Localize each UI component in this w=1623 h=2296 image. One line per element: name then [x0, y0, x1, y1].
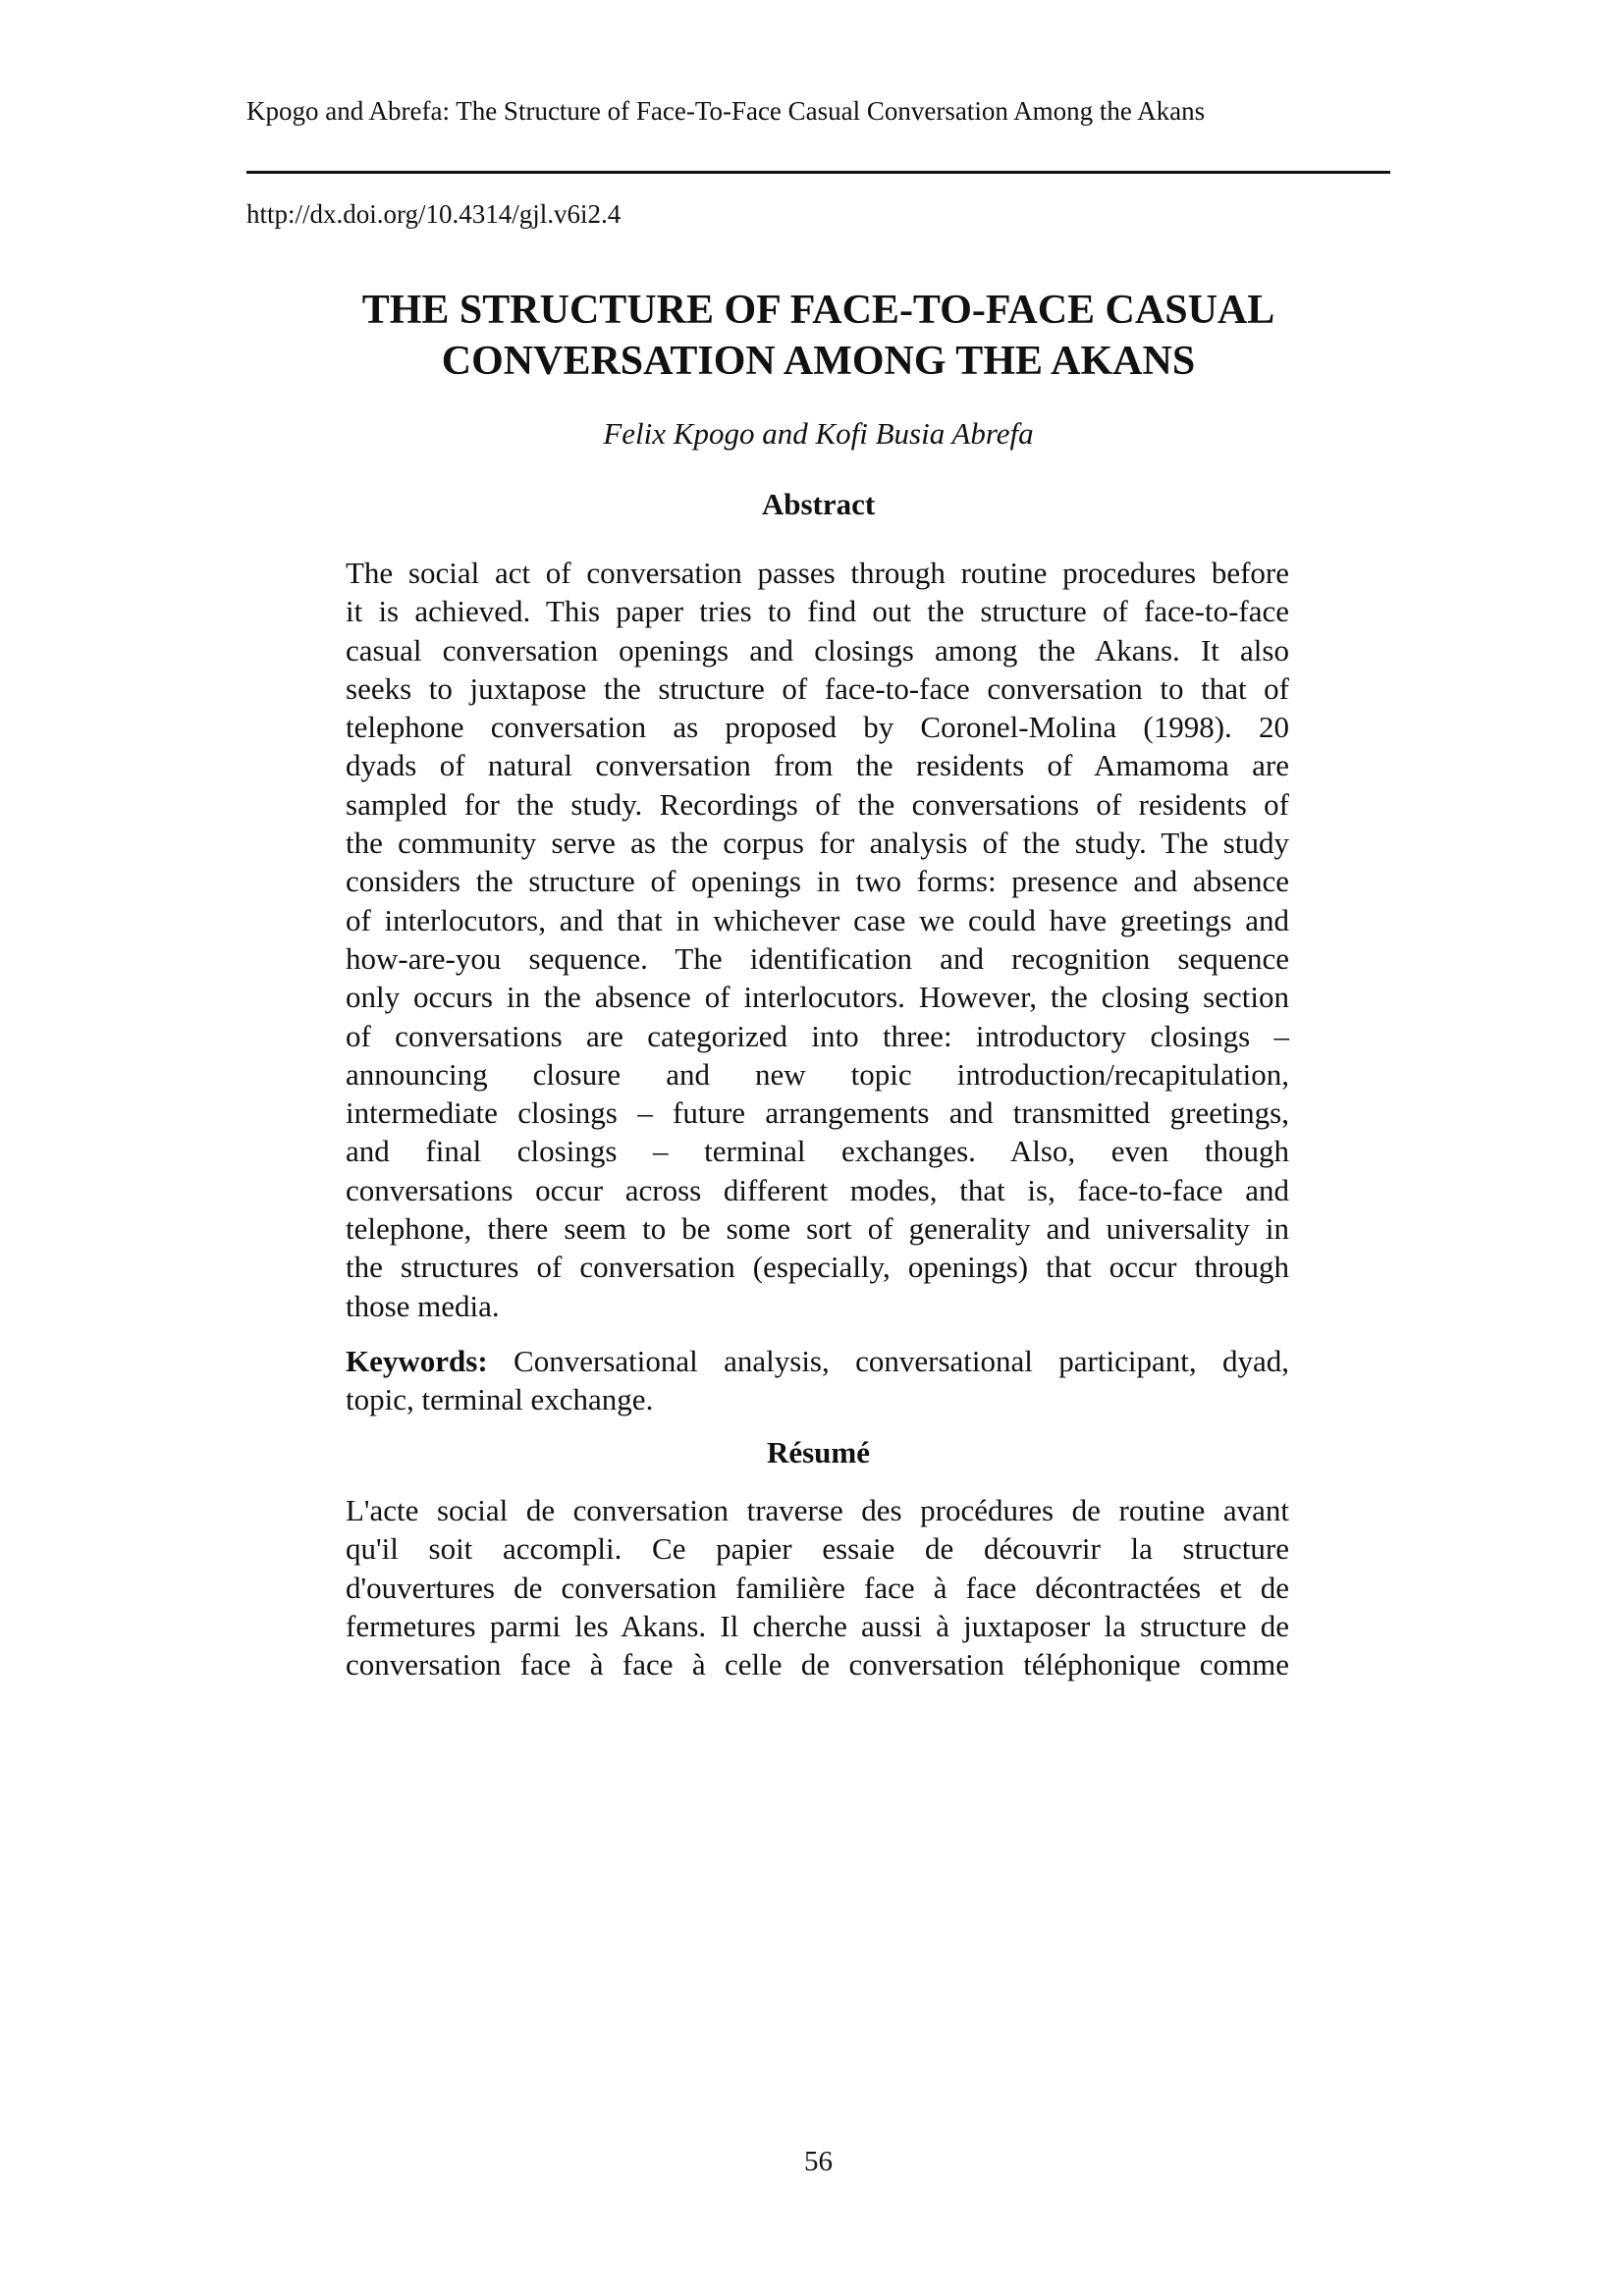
abstract-line: the community serve as the corpus for analysis of the study. The study — [346, 826, 1289, 861]
abstract-line: telephone conversation as proposed by Coronel-Molina (1998). 20 — [346, 710, 1289, 745]
abstract-line: dyads of natural conversation from the residents of Amamoma are — [346, 748, 1289, 783]
page-number: 56 — [804, 2146, 833, 2177]
resume-body — [346, 1491, 1289, 1683]
abstract-line: casual conversation openings and closings among the Akans. It also — [346, 632, 1289, 667]
abstract-line: sampled for the study. Recordings of the conversations of residents of — [346, 786, 1289, 822]
abstract-line: of conversations are categorized into three: introductory closings – — [346, 1018, 1289, 1053]
keywords-line — [346, 1342, 1289, 1380]
title-line: CONVERSATION AMONG THE AKANS — [441, 339, 1196, 384]
keywords-label: Keywords: — [346, 1344, 488, 1378]
header-rule — [246, 171, 1390, 174]
doi-link[interactable]: http://dx.doi.org/10.4314/gjl.v6i2.4 — [246, 199, 622, 229]
resume-line: conversation face à face à celle de conversation téléphonique comme — [346, 1647, 1289, 1682]
resume-line: d'ouvertures de conversation familière face à face décontractées et de — [346, 1570, 1289, 1605]
abstract-heading: Abstract — [761, 487, 876, 521]
running-header: Kpogo and Abrefa: The Structure of Face-To-Face Casual Conversation Among the Akans — [246, 96, 1206, 126]
authors: Felix Kpogo and Kofi Busia Abrefa — [603, 416, 1034, 451]
abstract-line: the structures of conversation (especially, openings) that occur through — [346, 1250, 1289, 1285]
abstract-line: telephone, there seem to be some sort of generality and universality in — [346, 1211, 1289, 1247]
abstract-line: and final closings – terminal exchanges. Also, even though — [346, 1134, 1289, 1169]
keywords-block — [346, 1342, 1289, 1419]
abstract-line: only occurs in the absence of interlocutors. However, the closing section — [346, 980, 1289, 1015]
keywords-text: Conversational analysis, conversational participant, dyad, — [487, 1344, 1289, 1378]
resume-line: qu'il soit accompli. Ce papier essaie de découvrir la structure — [346, 1531, 1289, 1567]
abstract-line: announcing closure and new topic introduction/recapitulation, — [346, 1056, 1289, 1092]
resume-line: L'acte social de conversation traverse des procédures de routine avant — [346, 1493, 1289, 1527]
resume-heading: Résumé — [766, 1435, 871, 1469]
abstract-line: The social act of conversation passes through routine procedures before — [346, 556, 1289, 590]
abstract-line: those media. — [346, 1288, 500, 1323]
paper-title — [246, 285, 1390, 387]
abstract-line: intermediate closings – future arrangements and transmitted greetings, — [346, 1095, 1289, 1131]
title-line: THE STRUCTURE OF FACE-TO-FACE CASUAL — [361, 288, 1275, 333]
abstract-line: it is achieved. This paper tries to find out the structure of face-to-face — [346, 594, 1289, 629]
abstract-body — [346, 554, 1289, 1325]
resume-line: fermetures parmi les Akans. Il cherche aussi à juxtaposer la structure de — [346, 1608, 1289, 1643]
abstract-line: of interlocutors, and that in whichever case we could have greetings and — [346, 902, 1289, 937]
abstract-line: considers the structure of openings in two forms: presence and absence — [346, 864, 1289, 899]
abstract-line: how-are-you sequence. The identification and recognition sequence — [346, 940, 1289, 976]
abstract-line: seeks to juxtapose the structure of face-to-face conversation to that of — [346, 670, 1289, 706]
keywords-line: topic, terminal exchange. — [346, 1382, 654, 1417]
abstract-line: conversations occur across different modes, that is, face-to-face and — [346, 1172, 1289, 1207]
